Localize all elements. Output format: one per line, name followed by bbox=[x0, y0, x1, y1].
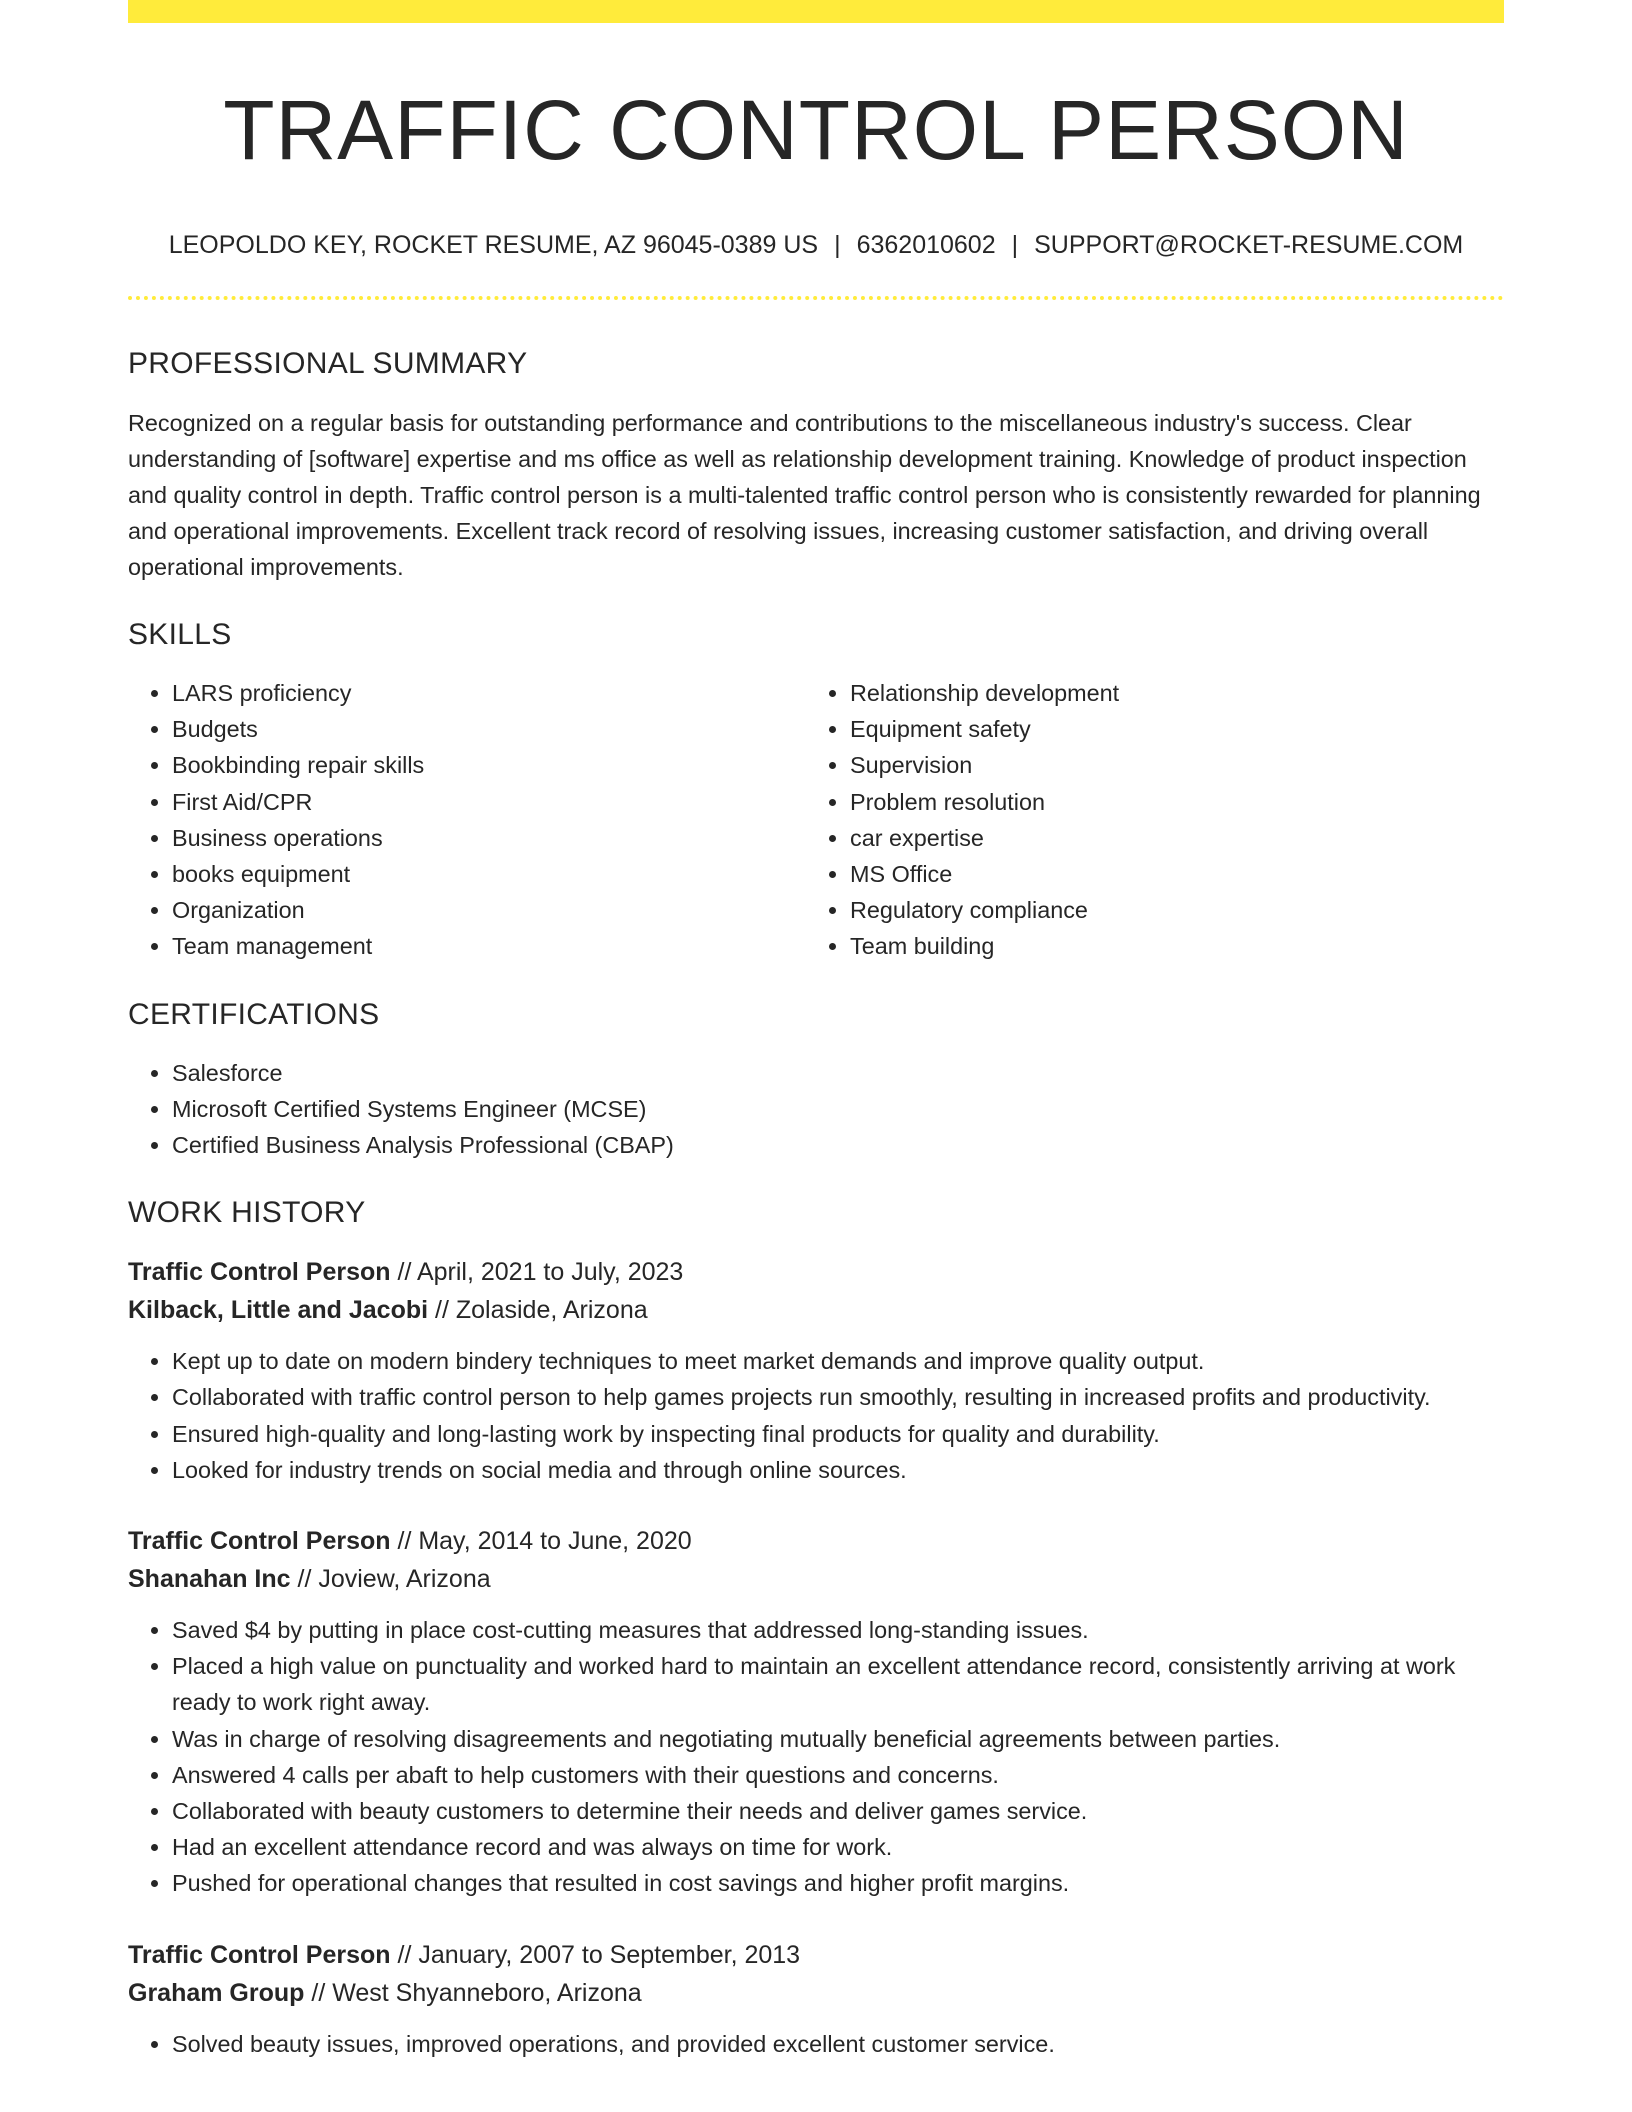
skills-column-right bbox=[806, 675, 1484, 965]
job-role-line bbox=[128, 1522, 1504, 1560]
job-bullet: • Placed a high value on punctuality and worked hard to maintain an excellent attendance record, consistently arriving at work ready to work right away. bbox=[172, 1648, 1504, 1720]
job-bullet: • Saved $4 by putting in place cost-cutting measures that addressed long-standing issues. bbox=[172, 1612, 1504, 1648]
resume-content bbox=[128, 0, 1504, 2062]
job-bullet: • Collaborated with traffic control person to help games projects run smoothly, resulting in increased profits and productivity. bbox=[172, 1379, 1504, 1415]
job-bullets bbox=[128, 1343, 1504, 1488]
job-dates: // May, 2014 to June, 2020 bbox=[390, 1527, 692, 1556]
contact-address: LEOPOLDO KEY, ROCKET RESUME, AZ 96045-0389 US bbox=[168, 231, 819, 259]
skill-item: • Problem resolution bbox=[850, 784, 1484, 820]
candidate-name: TRAFFIC CONTROL PERSON bbox=[223, 83, 1409, 177]
skill-item: • Organization bbox=[172, 892, 806, 928]
skill-item: • Relationship development bbox=[850, 675, 1484, 711]
job-location: // Zolaside, Arizona bbox=[428, 1296, 648, 1325]
job-company: Graham Group bbox=[128, 1978, 305, 2007]
job-bullet: • Was in charge of resolving disagreements and negotiating mutually beneficial agreements between parties. bbox=[172, 1721, 1504, 1757]
skill-item: • Bookbinding repair skills bbox=[172, 747, 806, 783]
certification-item: • Certified Business Analysis Professional (CBAP) bbox=[172, 1127, 1504, 1163]
job-bullet: • Pushed for operational changes that resulted in cost savings and higher profit margins. bbox=[172, 1865, 1504, 1901]
job-location: // West Shyanneboro, Arizona bbox=[304, 1978, 642, 2007]
job-entry bbox=[128, 1253, 1504, 1488]
job-role-line bbox=[128, 1253, 1504, 1291]
certifications-heading: CERTIFICATIONS bbox=[128, 997, 380, 1031]
skill-item: • Supervision bbox=[850, 747, 1484, 783]
job-company-line bbox=[128, 1291, 1504, 1329]
work-history-heading: WORK HISTORY bbox=[128, 1196, 366, 1230]
skill-item: • Equipment safety bbox=[850, 711, 1484, 747]
certification-item: • Salesforce bbox=[172, 1055, 1504, 1091]
skills-grid bbox=[128, 675, 1504, 965]
skills-column-left bbox=[128, 675, 806, 965]
skills-list-right bbox=[806, 675, 1484, 965]
contact-separator: | bbox=[834, 231, 841, 259]
job-bullet: • Solved beauty issues, improved operations, and provided excellent customer service. bbox=[172, 2026, 1504, 2062]
job-bullets bbox=[128, 1612, 1504, 1902]
job-bullet: • Looked for industry trends on social media and through online sources. bbox=[172, 1452, 1504, 1488]
job-bullet: • Had an excellent attendance record and was always on time for work. bbox=[172, 1829, 1504, 1865]
certification-item: • Microsoft Certified Systems Engineer (MCSE) bbox=[172, 1091, 1504, 1127]
contact-phone: 6362010602 bbox=[856, 231, 996, 259]
job-bullet: • Answered 4 calls per abaft to help customers with their questions and concerns. bbox=[172, 1757, 1504, 1793]
job-dates: // January, 2007 to September, 2013 bbox=[390, 1940, 801, 1969]
skills-list-left bbox=[128, 675, 806, 965]
summary-text: Recognized on a regular basis for outstanding performance and contributions to the miscellaneous industry's success. Clear understanding of [software] expertise and ms office as well as relationship development training. Knowledge of product inspection and quality control in depth. Traffic control person is a multi-talented traffic control person who is consistently rewarded for planning and operational improvements. Excellent track record of resolving issues, increasing customer satisfaction, and driving overall operational improvements. bbox=[128, 410, 1481, 580]
skills-heading: SKILLS bbox=[128, 618, 232, 651]
skill-item: • Team management bbox=[172, 928, 806, 964]
job-role: Traffic Control Person bbox=[128, 1940, 391, 1969]
skill-item: • car expertise bbox=[850, 820, 1484, 856]
dotted-divider bbox=[128, 296, 1504, 300]
job-role-line bbox=[128, 1936, 1504, 1974]
job-role: Traffic Control Person bbox=[128, 1527, 391, 1556]
job-entry bbox=[128, 1936, 1504, 2062]
contact-separator: | bbox=[1011, 231, 1019, 259]
contact-line bbox=[128, 230, 1504, 260]
skill-item: • Regulatory compliance bbox=[850, 892, 1484, 928]
skill-item: • Budgets bbox=[172, 711, 806, 747]
skill-item: • Team building bbox=[850, 928, 1484, 964]
job-bullets bbox=[128, 2026, 1504, 2062]
job-entry bbox=[128, 1522, 1504, 1902]
job-bullet: • Kept up to date on modern bindery techniques to meet market demands and improve quality output. bbox=[172, 1343, 1504, 1379]
job-bullet: • Ensured high-quality and long-lasting work by inspecting final products for quality and durability. bbox=[172, 1416, 1504, 1452]
job-company: Kilback, Little and Jacobi bbox=[128, 1296, 429, 1325]
job-bullet: • Collaborated with beauty customers to determine their needs and deliver games service. bbox=[172, 1793, 1504, 1829]
job-dates: // April, 2021 to July, 2023 bbox=[390, 1258, 684, 1287]
skill-item: • First Aid/CPR bbox=[172, 784, 806, 820]
summary-heading: PROFESSIONAL SUMMARY bbox=[128, 347, 528, 380]
skill-item: • books equipment bbox=[172, 856, 806, 892]
job-role: Traffic Control Person bbox=[128, 1258, 391, 1287]
skill-item: • Business operations bbox=[172, 820, 806, 856]
certifications-list bbox=[128, 1055, 1504, 1164]
skill-item: • MS Office bbox=[850, 856, 1484, 892]
skill-item: • LARS proficiency bbox=[172, 675, 806, 711]
job-location: // Joview, Arizona bbox=[290, 1565, 491, 1594]
job-company: Shanahan Inc bbox=[128, 1565, 291, 1594]
job-company-line bbox=[128, 1974, 1504, 2012]
job-company-line bbox=[128, 1560, 1504, 1598]
contact-email: SUPPORT@ROCKET-RESUME.COM bbox=[1034, 231, 1464, 259]
